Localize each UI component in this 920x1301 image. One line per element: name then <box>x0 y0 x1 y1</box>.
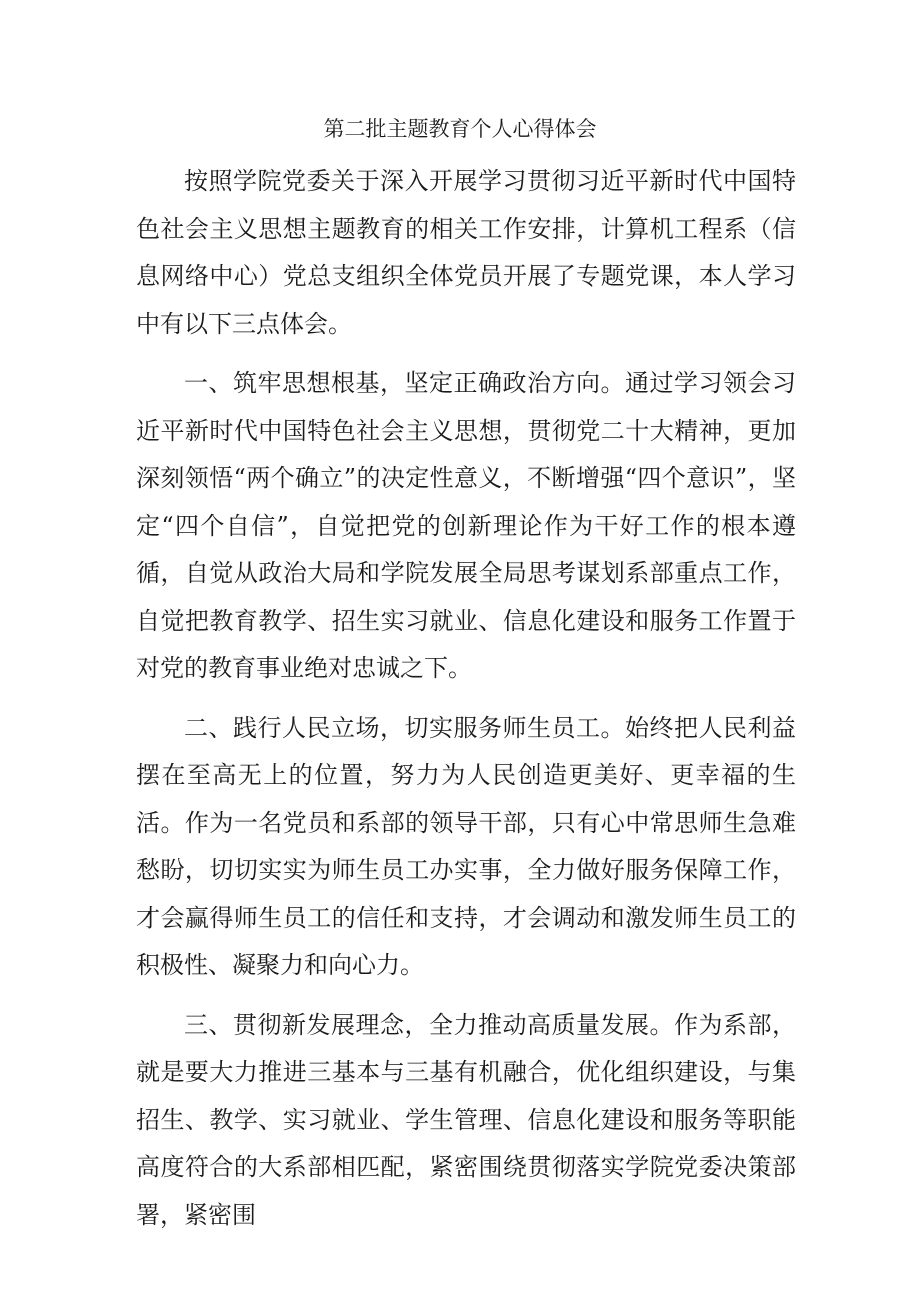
paragraph-point-three: 三、贯彻新发展理念，全力推动高质量发展。作为系部，就是要大力推进三基本与三基有机融合，优化组织建设，与集招生、教学、实习就业、学生管理、信息化建设和服务等职能高度符合的大系部相匹配，紧密围绕贯彻落实学院党委决策部署，紧密围 <box>136 1010 796 1229</box>
paragraph-point-one: 一、筑牢思想根基，坚定正确政治方向。通过学习领会习近平新时代中国特色社会主义思想，贯彻党二十大精神，更加深刻领悟“两个确立”的决定性意义，不断增强“四个意识”，坚定“四个自信”，自觉把党的创新理论作为干好工作的根本遵循，自觉从政治大局和学院发展全局思考谋划系部重点工作，自觉把教育教学、招生实习就业、信息化建设和服务工作置于对党的教育事业绝对忠诚之下。 <box>136 369 796 682</box>
document-title: 第二批主题教育个人心得体会 <box>323 117 597 141</box>
paragraph-point-two: 二、践行人民立场，切实服务师生员工。始终把人民利益摆在至高无上的位置，努力为人民创造更美好、更幸福的生活。作为一名党员和系部的领导干部，只有心中常思师生急难愁盼，切切实实为师生员工办实事，全力做好服务保障工作，才会赢得师生员工的信任和支持，才会调动和激发师生员工的积极性、凝聚力和向心力。 <box>136 713 796 979</box>
document-body <box>136 158 796 1239</box>
paragraph-intro: 按照学院党委关于深入开展学习贯彻习近平新时代中国特色社会主义思想主题教育的相关工作安排，计算机工程系（信息网络中心）党总支组织全体党员开展了专题党课，本人学习中有以下三点体会。 <box>136 167 796 338</box>
